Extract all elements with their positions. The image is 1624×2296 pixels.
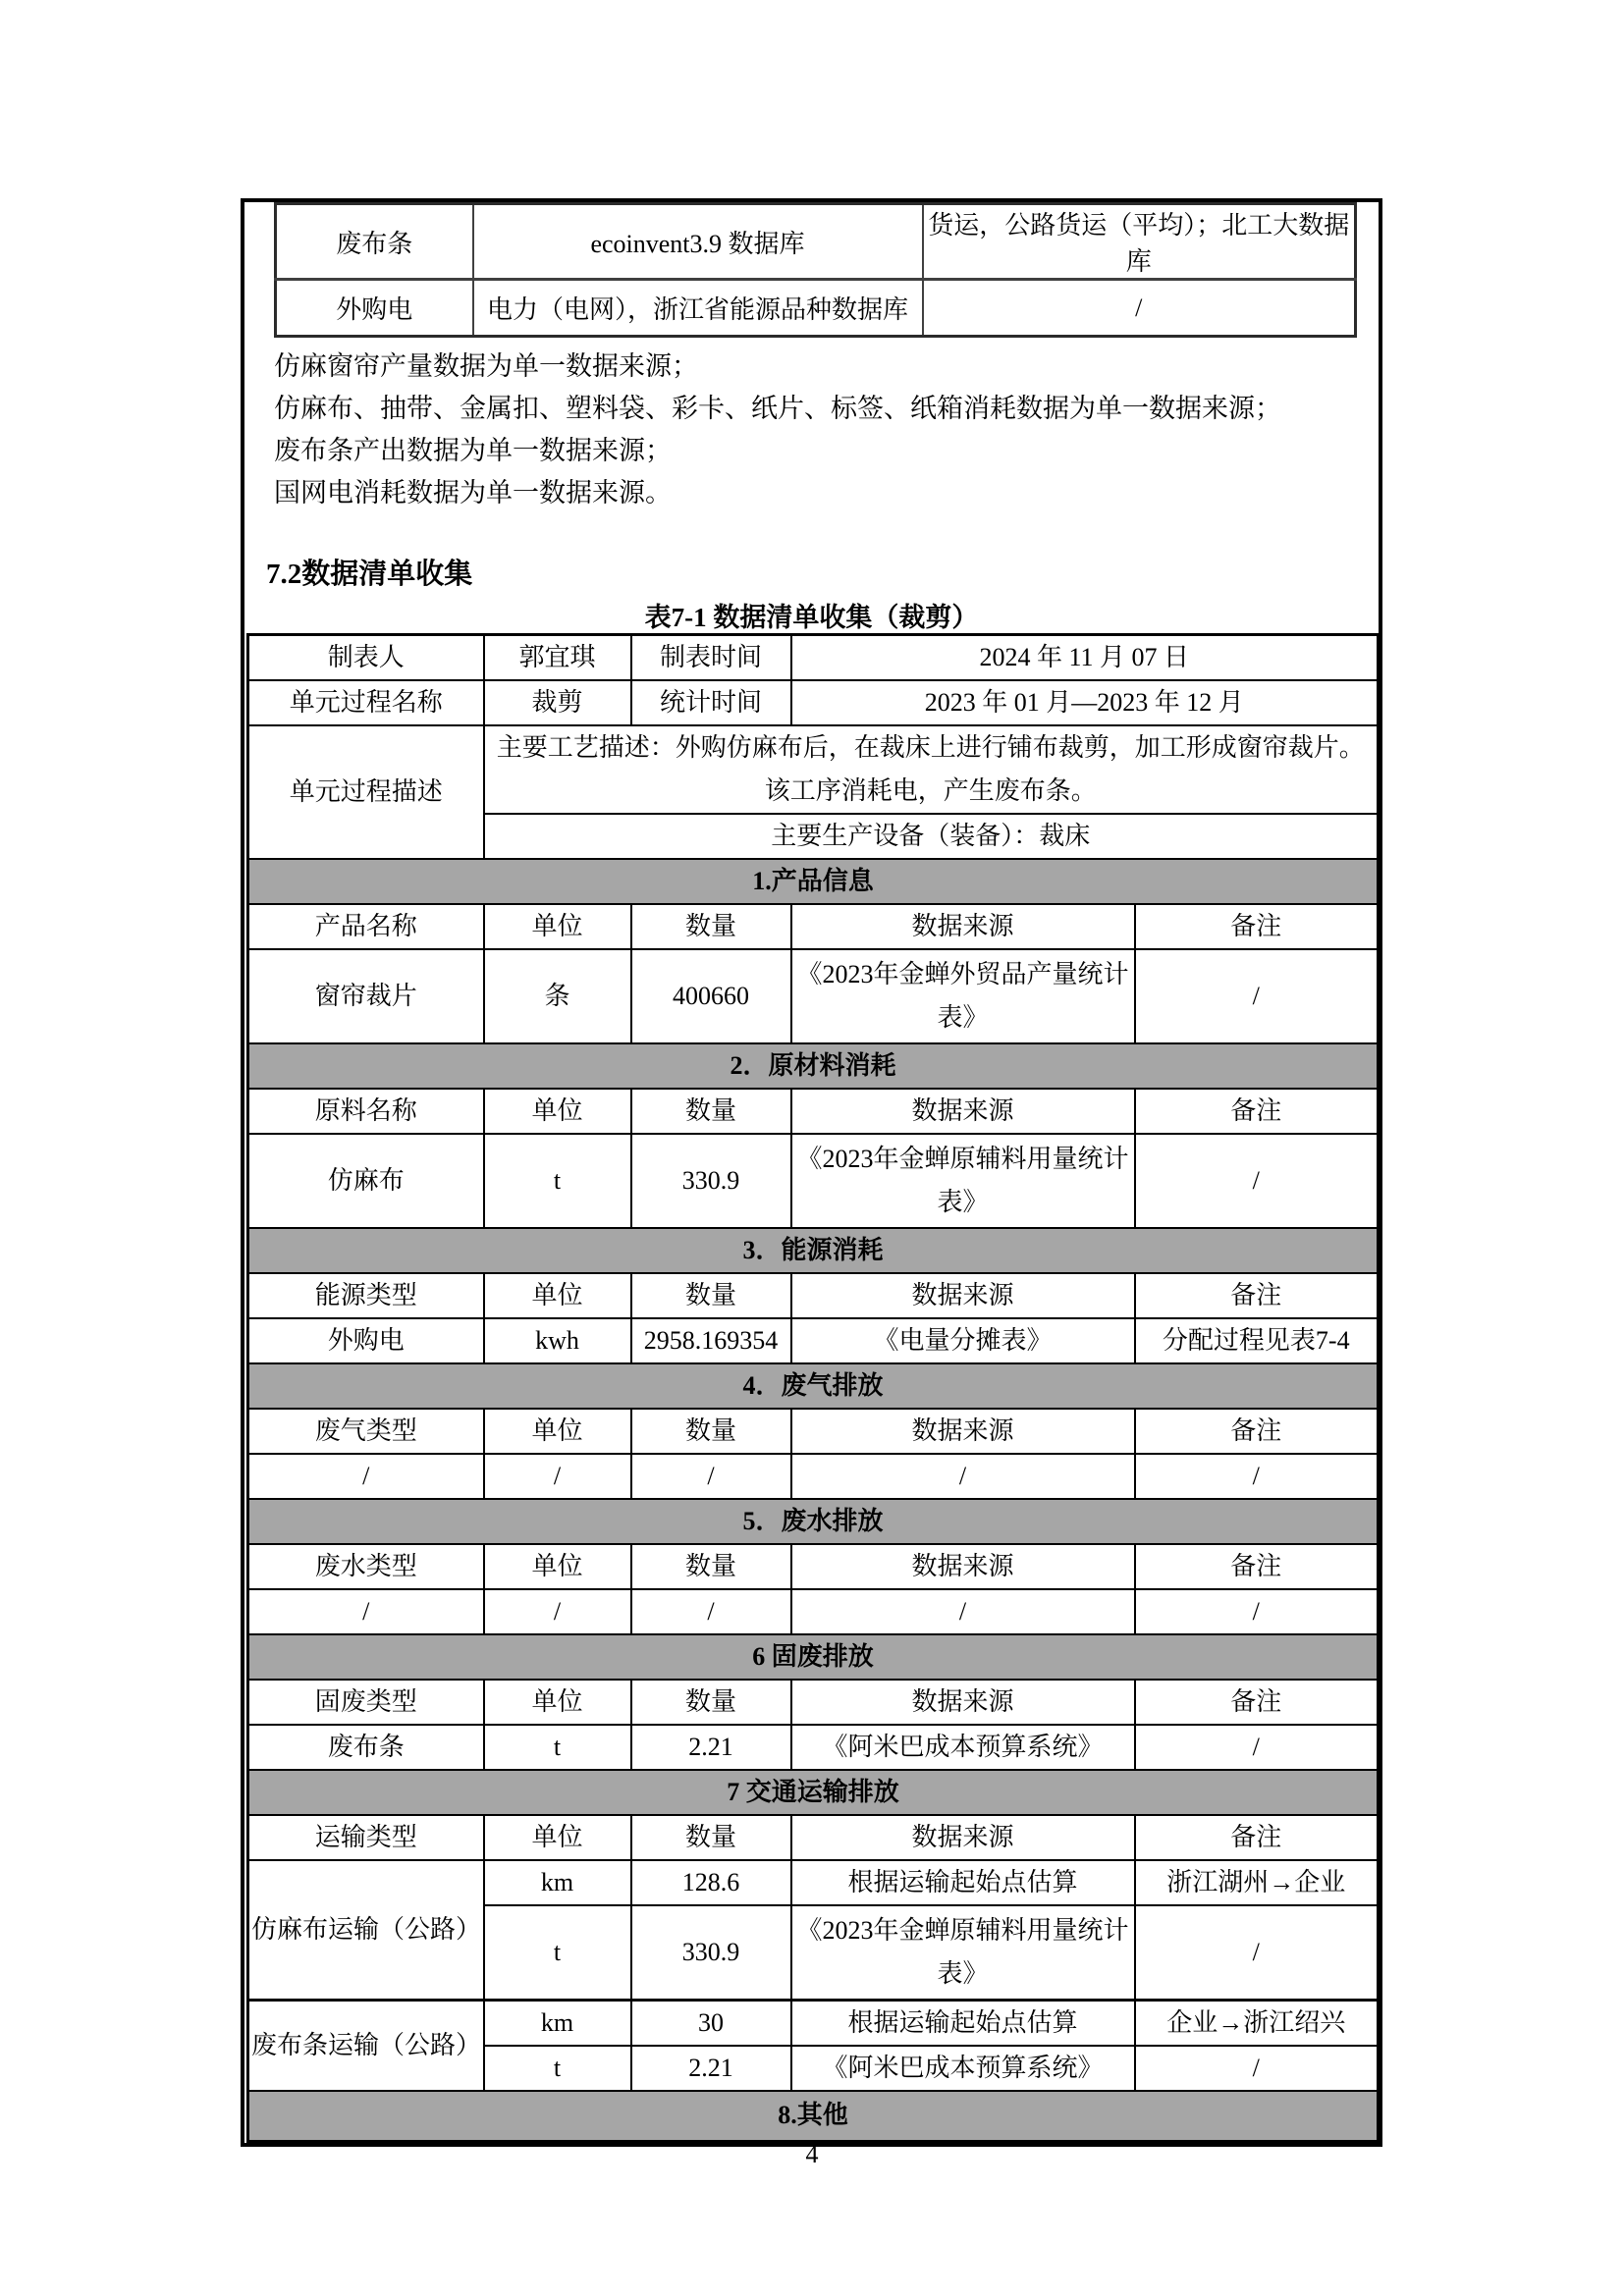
header-cell: 固废类型	[248, 1680, 484, 1725]
transport-type-cell: 废布条运输（公路）	[248, 2000, 484, 2091]
header-cell: 数量	[631, 1089, 791, 1134]
data-cell: 根据运输起始点估算	[791, 2000, 1135, 2046]
data-cell: 《2023年金蝉原辅料用量统计表》	[791, 1905, 1135, 2000]
data-cell: 外购电	[248, 1318, 484, 1363]
data-row	[248, 1589, 1379, 1634]
maker-label-cell: 制表人	[248, 635, 484, 681]
note-line: 国网电消耗数据为单一数据来源。	[274, 478, 672, 507]
section-band-label: 1.产品信息	[248, 859, 1379, 904]
data-cell: /	[248, 1589, 484, 1634]
section-band-row	[248, 1228, 1379, 1273]
data-cell: 仿麻布	[248, 1134, 484, 1228]
data-cell: /	[1135, 1589, 1379, 1634]
data-cell: /	[791, 1454, 1135, 1499]
header-cell: 备注	[1135, 1273, 1379, 1318]
transport-row	[248, 2000, 1379, 2046]
section-band-row	[248, 859, 1379, 904]
data-cell: /	[631, 1454, 791, 1499]
data-cell: t	[484, 1725, 631, 1770]
data-cell: 《2023年金蝉原辅料用量统计表》	[791, 1134, 1135, 1228]
stat-label-cell: 统计时间	[631, 680, 791, 725]
header-cell: 数据来源	[791, 1680, 1135, 1725]
data-cell: 《2023年金蝉外贸品产量统计表》	[791, 949, 1135, 1043]
data-cell: 条	[484, 949, 631, 1043]
data-cell: 2958.169354	[631, 1318, 791, 1363]
header-cell: 原料名称	[248, 1089, 484, 1134]
data-source-notes	[274, 352, 1379, 507]
data-source-cell: ecoinvent3.9 数据库	[473, 204, 923, 280]
flow-name-cell: 废布条	[276, 204, 473, 280]
header-cell: 数据来源	[791, 1273, 1135, 1318]
transport-row	[248, 1860, 1379, 1905]
data-cell: t	[484, 1905, 631, 2000]
data-cell: 废布条	[248, 1725, 484, 1770]
note-line: 废布条产出数据为单一数据来源；	[274, 436, 672, 465]
table-row	[276, 204, 1356, 280]
header-cell: 数据来源	[791, 1089, 1135, 1134]
data-cell: /	[1135, 1454, 1379, 1499]
header-row	[248, 1544, 1379, 1589]
data-cell: kwh	[484, 1318, 631, 1363]
header-cell: 数据来源	[791, 1544, 1135, 1589]
data-source-cell: 电力（电网），浙江省能源品种数据库	[473, 280, 923, 337]
data-row	[248, 1318, 1379, 1363]
header-cell: 备注	[1135, 1544, 1379, 1589]
data-cell: /	[1135, 1134, 1379, 1228]
header-cell: 备注	[1135, 1815, 1379, 1860]
data-cell: 《电量分摊表》	[791, 1318, 1135, 1363]
header-row	[248, 1089, 1379, 1134]
data-cell: /	[484, 1589, 631, 1634]
desc-label-cell: 单元过程描述	[248, 725, 484, 859]
section-band-label: 7 交通运输排放	[248, 1770, 1379, 1815]
note-cell: 货运，公路货运（平均）；北工大数据库	[923, 204, 1356, 280]
note-line: 仿麻布、抽带、金属扣、塑料袋、彩卡、纸片、标签、纸箱消耗数据为单一数据来源；	[274, 394, 1281, 423]
data-cell: 128.6	[631, 1860, 791, 1905]
stat-value-cell: 2023 年 01 月—2023 年 12 月	[791, 680, 1379, 725]
data-cell: 《阿米巴成本预算系统》	[791, 2046, 1135, 2091]
data-cell: /	[1135, 1905, 1379, 2000]
section-band-row	[248, 1770, 1379, 1815]
content-frame	[241, 198, 1382, 2147]
header-cell: 单位	[484, 904, 631, 949]
header-row	[248, 1409, 1379, 1454]
header-cell: 单位	[484, 1544, 631, 1589]
inventory-table	[246, 633, 1380, 2143]
header-cell: 单位	[484, 1089, 631, 1134]
header-cell: 产品名称	[248, 904, 484, 949]
header-cell: 数量	[631, 1544, 791, 1589]
data-row	[248, 1454, 1379, 1499]
data-cell: 根据运输起始点估算	[791, 1860, 1135, 1905]
data-cell: t	[484, 2046, 631, 2091]
equipment-cell: 主要生产设备（装备）：裁床	[484, 814, 1379, 859]
data-cell: 企业→浙江绍兴	[1135, 2000, 1379, 2046]
flow-name-cell: 外购电	[276, 280, 473, 337]
transport-type-cell: 仿麻布运输（公路）	[248, 1860, 484, 2000]
header-cell: 备注	[1135, 904, 1379, 949]
section-band-row	[248, 1634, 1379, 1680]
header-row	[248, 904, 1379, 949]
header-row	[248, 1273, 1379, 1318]
data-cell: /	[1135, 949, 1379, 1043]
data-cell: 330.9	[631, 1134, 791, 1228]
data-cell: 30	[631, 2000, 791, 2046]
data-cell: /	[1135, 1725, 1379, 1770]
header-cell: 备注	[1135, 1089, 1379, 1134]
data-cell: t	[484, 1134, 631, 1228]
data-cell: /	[631, 1589, 791, 1634]
section-band-label: 6 固废排放	[248, 1634, 1379, 1680]
data-cell: 330.9	[631, 1905, 791, 2000]
data-cell: km	[484, 2000, 631, 2046]
header-cell: 数量	[631, 1409, 791, 1454]
data-cell: 400660	[631, 949, 791, 1043]
data-cell: 分配过程见表7-4	[1135, 1318, 1379, 1363]
meta-row	[248, 680, 1379, 725]
header-cell: 单位	[484, 1273, 631, 1318]
background-data-table	[274, 202, 1357, 338]
header-row	[248, 1815, 1379, 1860]
data-cell: /	[791, 1589, 1135, 1634]
section-band-row	[248, 1499, 1379, 1544]
header-cell: 数据来源	[791, 1815, 1135, 1860]
data-cell: /	[484, 1454, 631, 1499]
data-cell: /	[248, 1454, 484, 1499]
header-cell: 单位	[484, 1409, 631, 1454]
header-row	[248, 1680, 1379, 1725]
data-cell: km	[484, 1860, 631, 1905]
header-cell: 废水类型	[248, 1544, 484, 1589]
header-cell: 数量	[631, 904, 791, 949]
data-row	[248, 1134, 1379, 1228]
header-cell: 数据来源	[791, 1409, 1135, 1454]
section-band-row	[248, 1363, 1379, 1409]
header-cell: 能源类型	[248, 1273, 484, 1318]
data-row	[248, 949, 1379, 1043]
section-band-label: 5．废水排放	[248, 1499, 1379, 1544]
header-cell: 数据来源	[791, 904, 1135, 949]
table-row	[276, 280, 1356, 337]
data-row	[248, 1725, 1379, 1770]
header-cell: 数量	[631, 1273, 791, 1318]
data-cell: 《阿米巴成本预算系统》	[791, 1725, 1135, 1770]
time-label-cell: 制表时间	[631, 635, 791, 681]
note-cell: /	[923, 280, 1356, 337]
data-cell: 浙江湖州→企业	[1135, 1860, 1379, 1905]
note-line: 仿麻窗帘产量数据为单一数据来源；	[274, 351, 698, 381]
data-cell: 2.21	[631, 2046, 791, 2091]
header-cell: 数量	[631, 1680, 791, 1725]
header-cell: 单位	[484, 1680, 631, 1725]
process-desc-cell: 主要工艺描述：外购仿麻布后，在裁床上进行铺布裁剪，加工形成窗帘裁片。该工序消耗电，产生废布条。	[484, 725, 1379, 814]
section-heading: 7.2数据清单收集	[266, 559, 473, 590]
data-cell: 窗帘裁片	[248, 949, 484, 1043]
table-caption: 表7-1 数据清单收集（裁剪）	[644, 603, 979, 632]
time-value-cell: 2024 年 11 月 07 日	[791, 635, 1379, 681]
maker-value-cell: 郭宜琪	[484, 635, 631, 681]
section-band-row	[248, 2091, 1379, 2142]
section-band-label: 3．能源消耗	[248, 1228, 1379, 1273]
section-band-row	[248, 1043, 1379, 1089]
header-cell: 废气类型	[248, 1409, 484, 1454]
meta-row	[248, 635, 1379, 681]
process-value-cell: 裁剪	[484, 680, 631, 725]
data-cell: /	[1135, 2046, 1379, 2091]
header-cell: 备注	[1135, 1680, 1379, 1725]
section-band-label: 8.其他	[248, 2091, 1379, 2142]
page-number: 4	[805, 2140, 819, 2168]
process-label-cell: 单元过程名称	[248, 680, 484, 725]
header-cell: 数量	[631, 1815, 791, 1860]
data-cell: 2.21	[631, 1725, 791, 1770]
header-cell: 运输类型	[248, 1815, 484, 1860]
process-description-row	[248, 725, 1379, 814]
section-band-label: 2．原材料消耗	[248, 1043, 1379, 1089]
header-cell: 备注	[1135, 1409, 1379, 1454]
header-cell: 单位	[484, 1815, 631, 1860]
section-band-label: 4．废气排放	[248, 1363, 1379, 1409]
